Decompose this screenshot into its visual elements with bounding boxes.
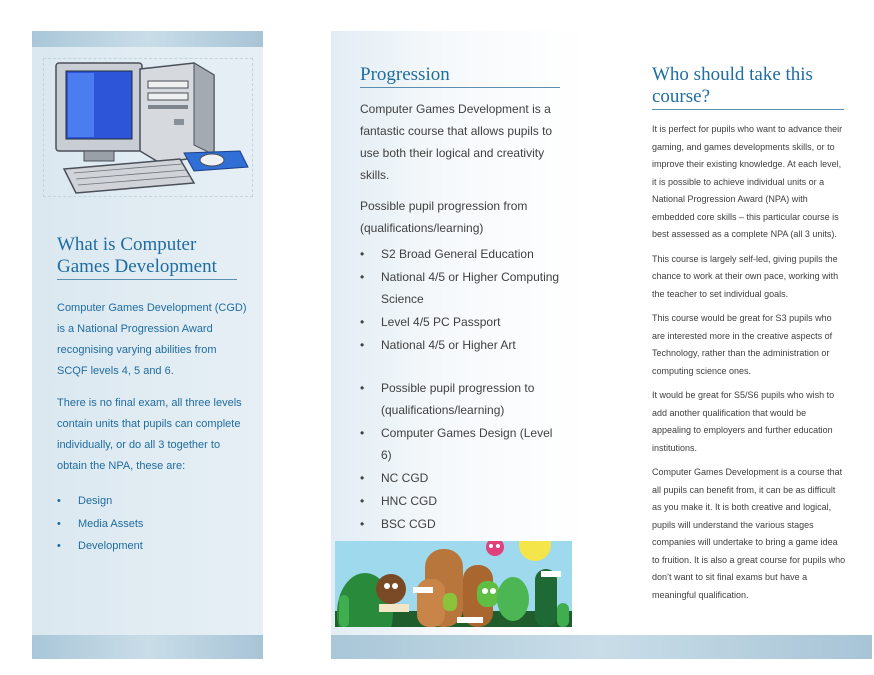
list-item: • Computer Games Design (Level 6) [360,422,565,466]
progression-from-label: Possible pupil progression from (qualifications/learning) [360,199,528,235]
desktop-computer-illustration [43,58,253,197]
middle-heading-rule [360,87,560,88]
right-body [652,121,847,611]
list-item: • S2 Broad General Education [360,243,565,265]
left-top-bar [32,31,263,47]
list-item: • Media Assets [57,513,247,536]
progression-intro: Computer Games Development is a fantastic course that allows pupils to use both their logical and creativity skills. [360,102,553,182]
list-item: • Design [57,490,247,513]
audience-paragraph: Computer Games Development is a course that all pupils can benefit from, it can be as difficult as you make it. It is both creative and logical, pupils will understand the various stages companies will undertake to bring a game idea to fruition. It is also a great course for pupils who don’t want to sit final exams but have a meaningful qualification. [652,467,846,600]
units-list [57,490,247,558]
progression-title: Progression [360,64,450,85]
list-item: • BSC CGD [360,513,565,535]
progression-to-list [360,377,565,535]
left-bottom-bar [32,635,263,659]
game-characters-illustration [335,541,572,627]
what-is-cgd-heading [57,234,237,278]
who-should-take-title: Who should take this course? [652,64,813,107]
audience-paragraph: This course is largely self-led, giving pupils the chance to work at their own pace, working with the teacher to set individual goals. [652,253,839,299]
audience-paragraph: It would be great for S5/S6 pupils who wish to add another qualification that would be appealing to employers and further education institutions. [652,390,835,453]
progression-from-list [360,243,565,356]
list-item: • Development [57,535,247,558]
progression-to-label: • Possible pupil progression to (qualifications/learning) [360,377,565,421]
list-item: • National 4/5 or Higher Art [360,334,565,356]
audience-paragraph: It is perfect for pupils who want to advance their gaming, and games developments skills, or to improve their existing knowledge. At each level, it is possible to achieve individual units or a National Progression Award (NPA) with embedded core skills – this particular course is best assessed as a complete NPA (all 3 units). [652,124,843,239]
left-heading-rule [57,279,237,280]
what-is-cgd-title: What is Computer Games Development [57,234,217,277]
progression-heading [360,64,450,86]
list-item: • National 4/5 or Higher Computing Science [360,266,565,310]
right-heading-rule [652,109,844,110]
list-item: • Level 4/5 PC Passport [360,311,565,333]
who-should-take-heading [652,64,842,108]
list-item: • HNC CGD [360,490,565,512]
bottom-bar [331,635,872,659]
list-item: • NC CGD [360,467,565,489]
audience-paragraph: This course would be great for S3 pupils who are interested more in the creative aspects of Technology, rather than the administration or computing science ones. [652,313,833,376]
middle-body [360,98,565,536]
cgd-exam-paragraph: There is no final exam, all three levels contain units that pupils can complete individually, or do all 3 together to obtain the NPA, these are: [57,397,242,472]
left-body [57,298,247,558]
cgd-intro-paragraph: Computer Games Development (CGD) is a National Progression Award recognising varying abilities from SCQF levels 4, 5 and 6. [57,302,247,377]
